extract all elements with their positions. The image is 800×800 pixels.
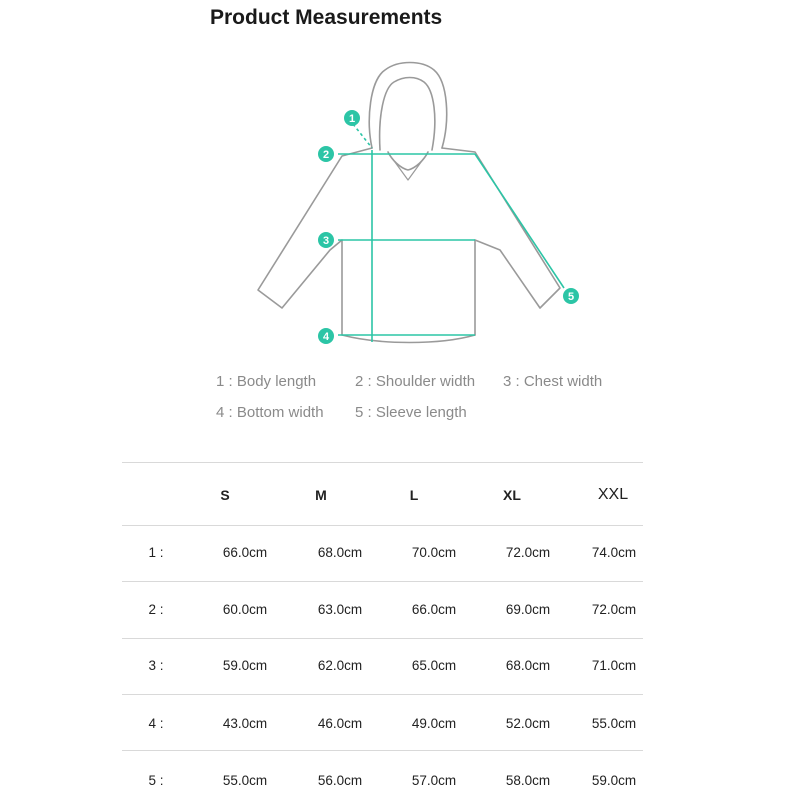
header-size-m: M xyxy=(315,487,327,503)
row-label: 3 : xyxy=(148,658,164,673)
table-cell: 63.0cm xyxy=(317,602,363,617)
svg-text:2: 2 xyxy=(322,149,330,161)
row-label: 1 : xyxy=(148,545,164,560)
table-cell: 72.0cm xyxy=(505,545,551,560)
table-cell: 59.0cm xyxy=(222,658,268,673)
table-cell: 74.0cm xyxy=(591,545,637,560)
marker-4 xyxy=(318,328,334,344)
svg-text:4: 4 xyxy=(322,331,330,343)
table-cell: 58.0cm xyxy=(505,773,551,788)
measurement-lines xyxy=(338,124,564,342)
svg-text:5: 5 xyxy=(567,291,575,303)
table-cell: 68.0cm xyxy=(317,545,363,560)
table-cell: 59.0cm xyxy=(591,773,637,788)
row-label: 2 : xyxy=(148,602,164,617)
svg-text:3: 3 xyxy=(322,235,330,247)
legend-shoulder-width: 2 : Shoulder width xyxy=(355,373,476,390)
table-divider xyxy=(122,525,643,526)
table-cell: 70.0cm xyxy=(411,545,457,560)
marker-2 xyxy=(318,146,334,162)
row-label: 5 : xyxy=(148,773,164,788)
table-cell: 57.0cm xyxy=(411,773,457,788)
table-cell: 46.0cm xyxy=(317,716,363,731)
table-cell: 65.0cm xyxy=(411,658,457,673)
header-size-xl: XL xyxy=(503,487,521,503)
marker-1 xyxy=(344,110,360,126)
header-size-xxl: XXL xyxy=(597,486,629,503)
sleeve-length-line xyxy=(475,154,564,288)
svg-text:1: 1 xyxy=(348,113,356,125)
table-cell: 71.0cm xyxy=(591,658,637,673)
marker-3 xyxy=(318,232,334,248)
table-divider xyxy=(122,750,643,751)
table-cell: 55.0cm xyxy=(591,716,637,731)
legend-chest-width: 3 : Chest width xyxy=(503,373,603,390)
legend-body-length: 1 : Body length xyxy=(216,373,317,390)
hoodie-diagram xyxy=(0,0,800,360)
table-divider xyxy=(122,581,643,582)
table-cell: 66.0cm xyxy=(411,602,457,617)
hoodie-outline xyxy=(258,63,560,343)
table-cell: 43.0cm xyxy=(222,716,268,731)
page-title: Product Measurements xyxy=(210,6,443,29)
table-cell: 52.0cm xyxy=(505,716,551,731)
table-cell: 49.0cm xyxy=(411,716,457,731)
marker-5 xyxy=(563,288,579,304)
table-divider xyxy=(122,462,643,463)
legend-bottom-width: 4 : Bottom width xyxy=(216,404,324,421)
table-divider xyxy=(122,638,643,639)
table-cell: 66.0cm xyxy=(222,545,268,560)
table-divider xyxy=(122,694,643,695)
legend-sleeve-length: 5 : Sleeve length xyxy=(355,404,467,421)
table-cell: 55.0cm xyxy=(222,773,268,788)
table-cell: 56.0cm xyxy=(317,773,363,788)
header-size-l: L xyxy=(409,487,419,503)
table-cell: 60.0cm xyxy=(222,602,268,617)
table-cell: 62.0cm xyxy=(317,658,363,673)
header-size-s: S xyxy=(220,487,230,503)
table-cell: 68.0cm xyxy=(505,658,551,673)
row-label: 4 : xyxy=(148,716,164,731)
table-cell: 72.0cm xyxy=(591,602,637,617)
table-cell: 69.0cm xyxy=(505,602,551,617)
